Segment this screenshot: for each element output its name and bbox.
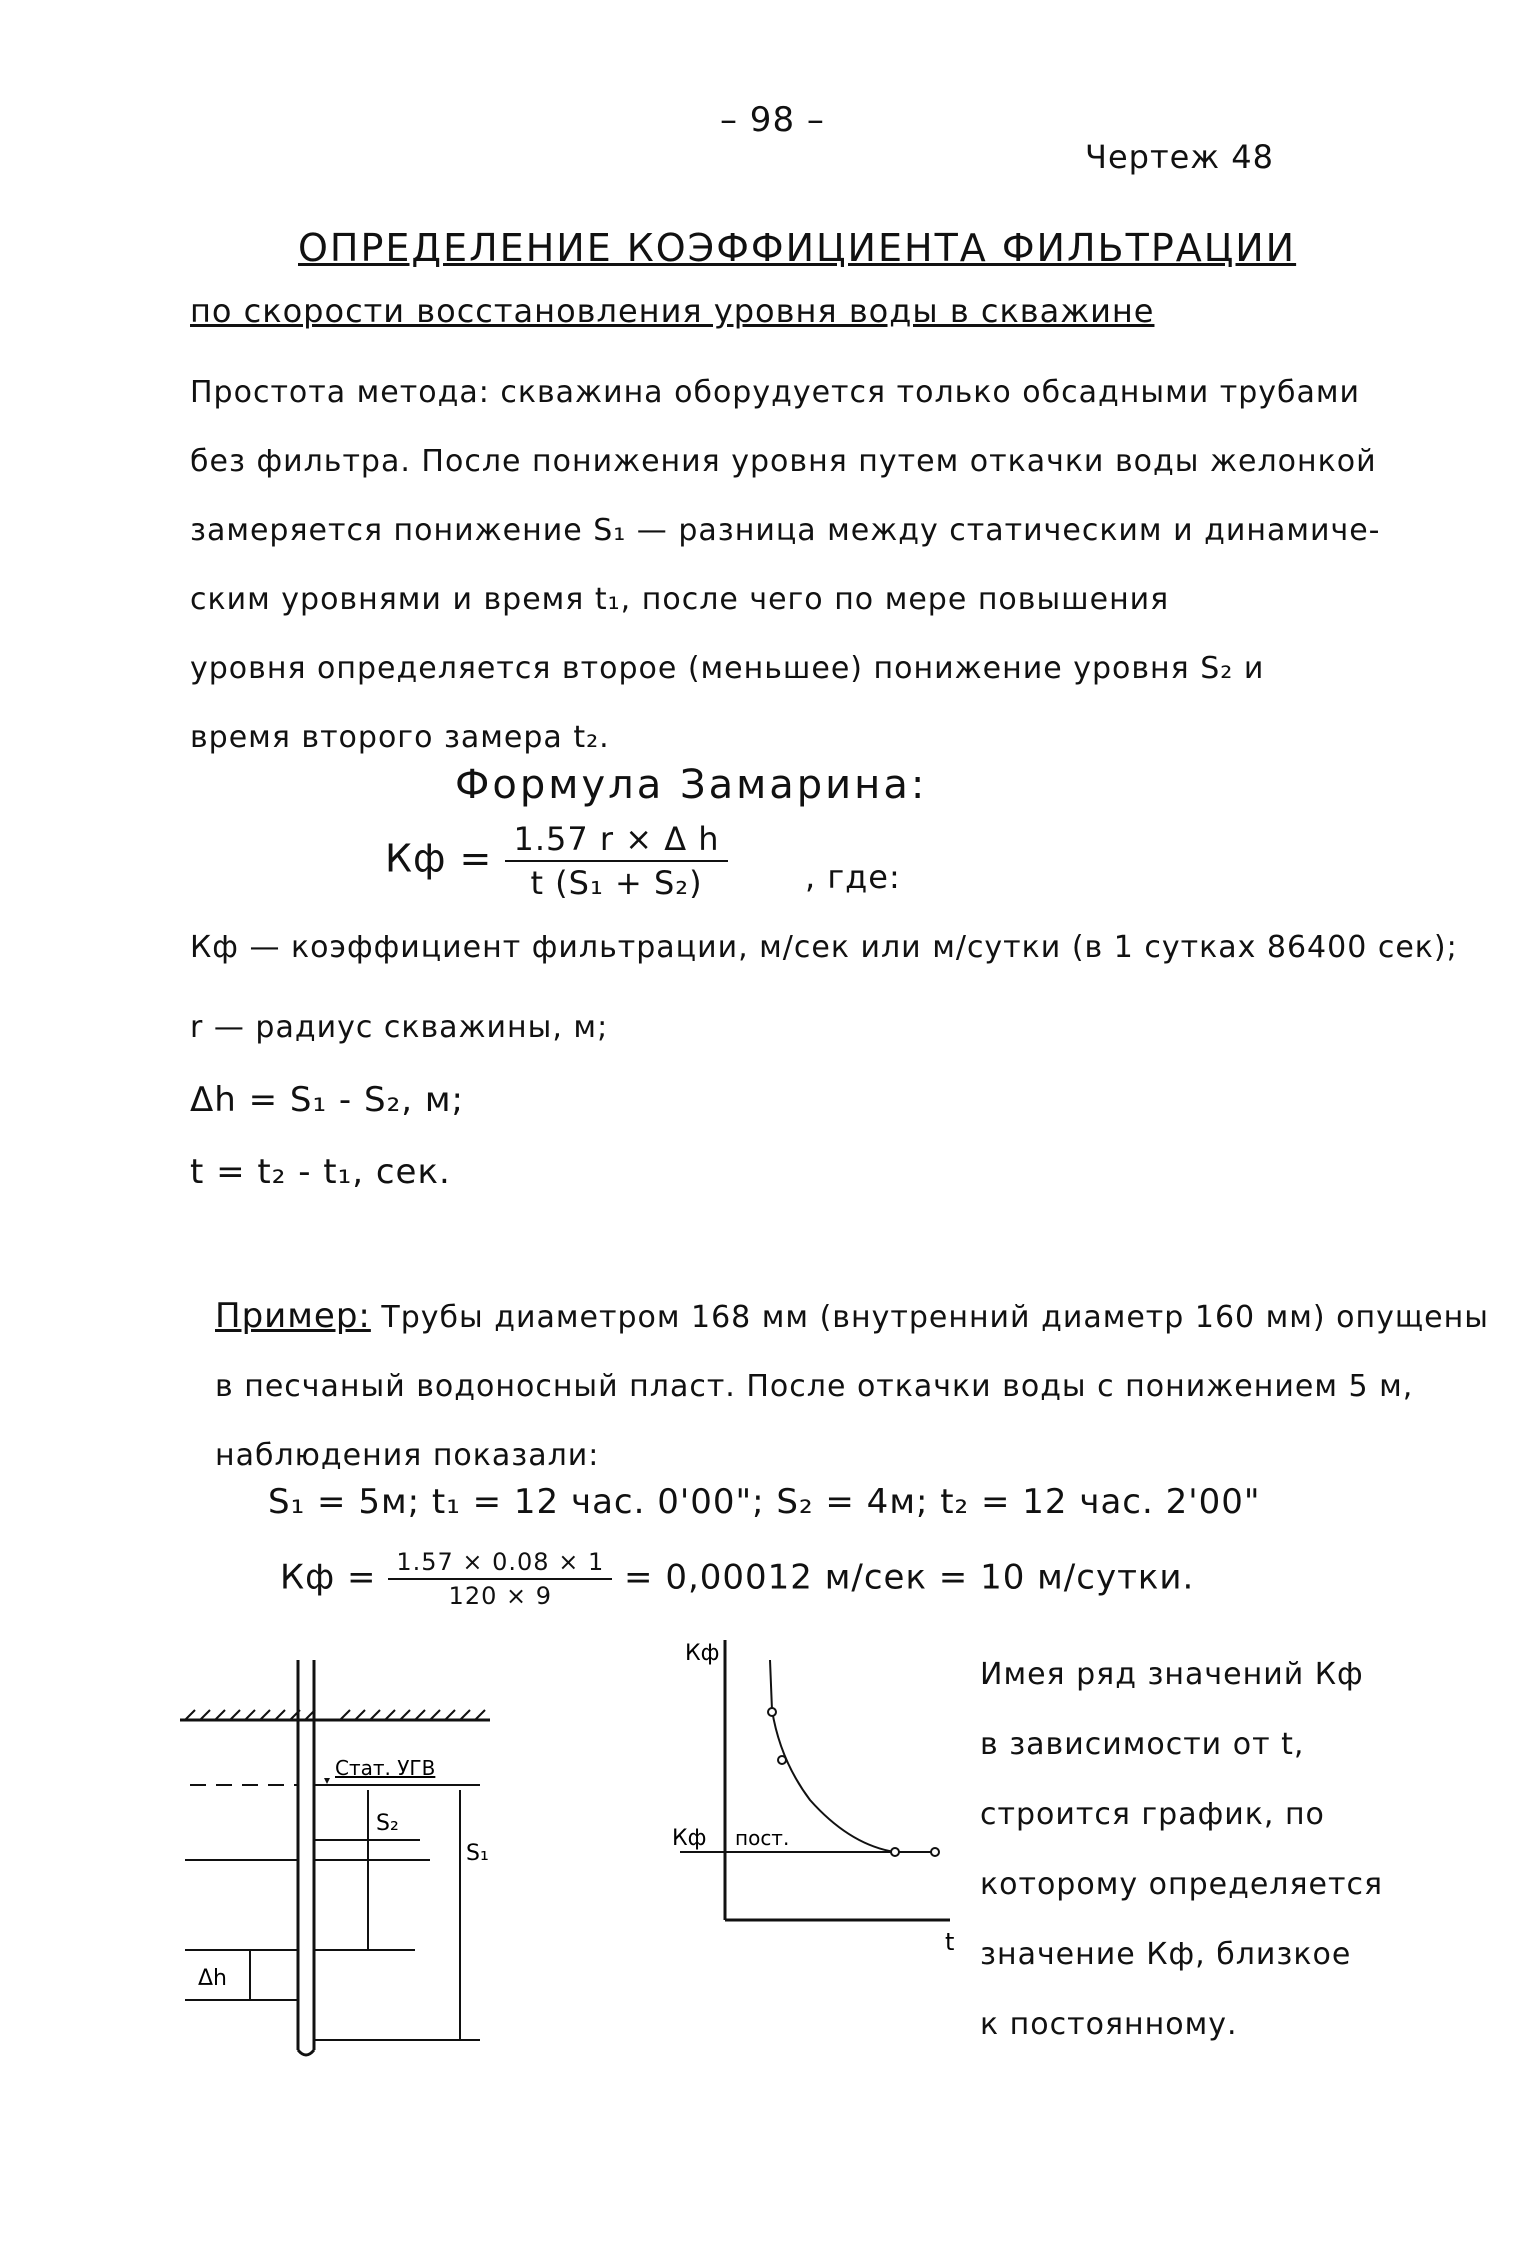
example-line: в песчаный водоносный пласт. После откачки воды с понижением 5 м, [215,1369,1414,1404]
example-block [215,1282,1489,1490]
s1-label: S₁ [466,1841,489,1866]
formula-numerator: 1.57 r × Δ h [505,820,727,862]
page-number: – 98 – [720,100,825,140]
curve-point [891,1848,899,1856]
method-line: уровня определяется второе (меньшее) понижение уровня S₂ и [190,651,1265,686]
definition-kf: Кф — коэффициент фильтрации, м/сек или м/сутки (в 1 сутках 86400 сек); [190,930,1458,965]
pipe-bottom [298,2050,314,2055]
well-diagram [180,1650,520,2070]
stat-ugv-label: Стат. УГВ [335,1756,436,1780]
kf-curve [770,1660,935,1852]
graph-const-text: пост. [735,1826,790,1850]
calc-numerator: 1.57 × 0.08 × 1 [388,1548,612,1580]
formula-where: , где: [805,858,901,896]
curve-point [778,1756,786,1764]
dh-label: Δh [198,1966,227,1991]
formula-fraction [505,820,727,902]
curve-point [768,1708,776,1716]
formula-heading: Формула Замарина: [455,762,928,808]
definition-r: r — радиус скважины, м; [190,1010,609,1045]
formula-denominator: t (S₁ + S₂) [530,864,703,902]
graph-y-label: Кф [685,1641,720,1666]
zamarin-formula [385,820,728,902]
graph-const-kf: Кф [672,1826,707,1851]
calc-fraction [388,1548,612,1610]
level-marker-icon [324,1778,330,1784]
note-line: в зависимости от t, [980,1727,1305,1762]
kf-graph [650,1630,970,1960]
note-line: строится график, по [980,1797,1325,1832]
example-line: наблюдения показали: [215,1438,600,1473]
method-line: без фильтра. После понижения уровня путем откачки воды желонкой [190,444,1377,479]
calc-lhs: Кф = [280,1557,377,1598]
method-line: замеряется понижение S₁ — разница между статическим и динамиче- [190,513,1381,548]
note-line: значение Кф, близкое [980,1937,1352,1972]
curve-point [931,1848,939,1856]
method-description [190,358,1381,772]
note-line: к постоянному. [980,2007,1238,2042]
method-line: Простота метода: скважина оборудуется только обсадными трубами [190,375,1361,410]
calc-denominator: 120 × 9 [448,1582,552,1610]
page-subtitle: по скорости восстановления уровня воды в скважине [190,292,1155,330]
example-line: Трубы диаметром 168 мм (внутренний диаметр 160 мм) опущены [381,1300,1489,1335]
example-calculation [280,1548,1194,1610]
calc-result: = 0,00012 м/сек = 10 м/сутки. [624,1557,1195,1598]
note-line: которому определяется [980,1867,1383,1902]
definition-dh: Δh = S₁ - S₂, м; [190,1080,464,1120]
method-line: ским уровнями и время t₁, после чего по мере повышения [190,582,1170,617]
example-label: Пример: [215,1296,371,1336]
page-title: ОПРЕДЕЛЕНИЕ КОЭФФИЦИЕНТА ФИЛЬТРАЦИИ [298,226,1297,270]
example-values: S₁ = 5м; t₁ = 12 час. 0'00"; S₂ = 4м; t₂ = 12 час. 2'00" [268,1482,1261,1522]
note-line: Имея ряд значений Кф [980,1657,1364,1692]
s2-label: S₂ [376,1811,399,1836]
graph-note [980,1640,1383,2060]
formula-lhs: Кф = [385,836,493,881]
graph-x-label: t [945,1928,955,1956]
method-line: время второго замера t₂. [190,720,610,755]
sheet-label: Чертеж 48 [1085,138,1274,176]
definition-t: t = t₂ - t₁, сек. [190,1152,451,1192]
